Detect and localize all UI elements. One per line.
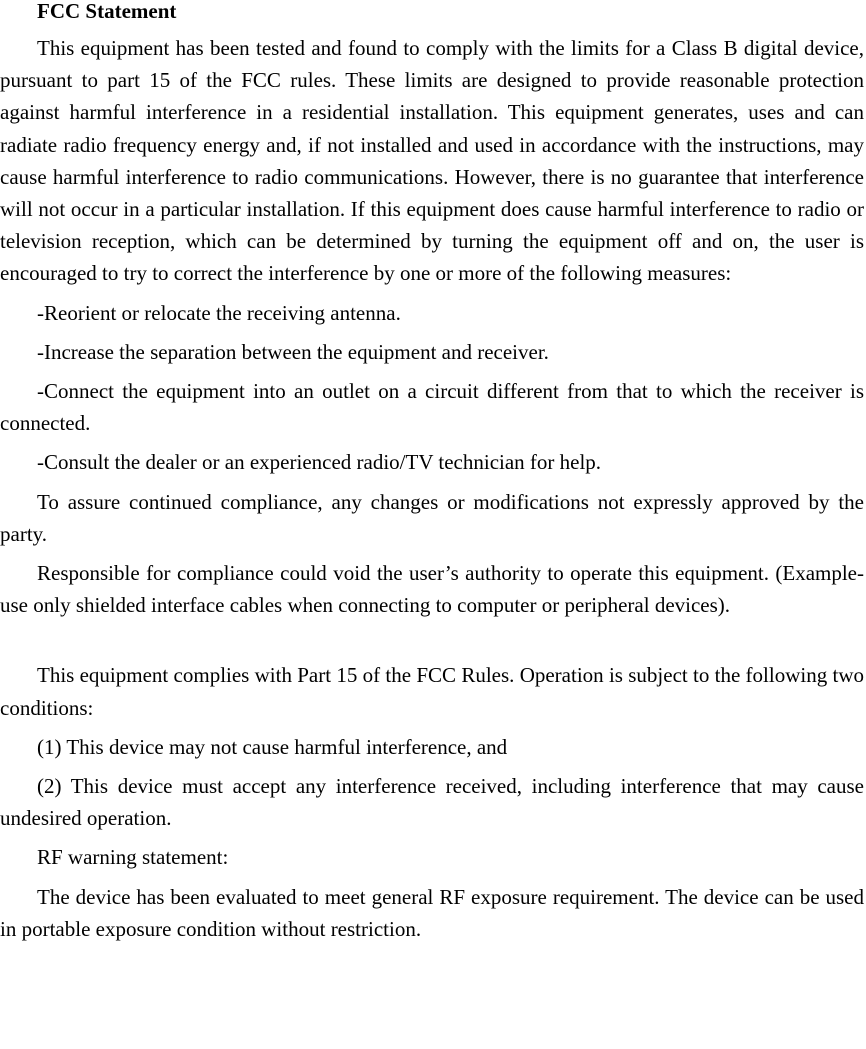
paragraph-part15: This equipment complies with Part 15 of the FCC Rules. Operation is subject to the following two conditions: bbox=[0, 663, 864, 720]
paragraph-measure-reorient: -Reorient or relocate the receiving antenna. bbox=[37, 300, 401, 325]
paragraph-condition-2: (2) This device must accept any interference received, including interference that may cause undesired operation. bbox=[0, 774, 864, 831]
paragraph-measure-consult: -Consult the dealer or an experienced radio/TV technician for help. bbox=[37, 450, 602, 475]
paragraph-rf-exposure: The device has been evaluated to meet general RF exposure requirement. The device can be used in portable exposure condition without restriction. bbox=[0, 884, 864, 941]
paragraph-responsible: Responsible for compliance could void the user’s authority to operate this equipment. (Example- use only shielded interface cables when connecting to computer or peripheral devices). bbox=[0, 561, 864, 618]
paragraph-compliance-intro: This equipment has been tested and found to comply with the limits for a Class B digital device, pursuant to part 15 of the FCC rules. These limits are designed to provide reasonable protection against harmful interference in a residential installation. This equipment generates, uses and can radiate radio frequency energy and, if not installed and used in accordance with the instructions, may cause harmful interference to radio communications. However, there is no guarantee that interference will not occur in a particular installation. If this equipment does cause harmful interference to radio or television reception, which can be determined by turning the equipment off and on, the user is encouraged to try to correct the interference by one or more of the following measures: bbox=[0, 36, 864, 286]
paragraph-measure-separation: -Increase the separation between the equipment and receiver. bbox=[37, 339, 549, 364]
paragraph-modifications: To assure continued compliance, any changes or modifications not expressly approved by the party. bbox=[0, 489, 864, 546]
paragraph-condition-1: (1) This device may not cause harmful interference, and bbox=[37, 734, 508, 759]
paragraph-rf-heading: RF warning statement: bbox=[37, 845, 229, 870]
document-title: FCC Statement bbox=[37, 0, 177, 23]
blank-line bbox=[0, 621, 864, 652]
paragraph-measure-outlet: -Connect the equipment into an outlet on a circuit different from that to which the receiver is connected. bbox=[0, 379, 864, 436]
